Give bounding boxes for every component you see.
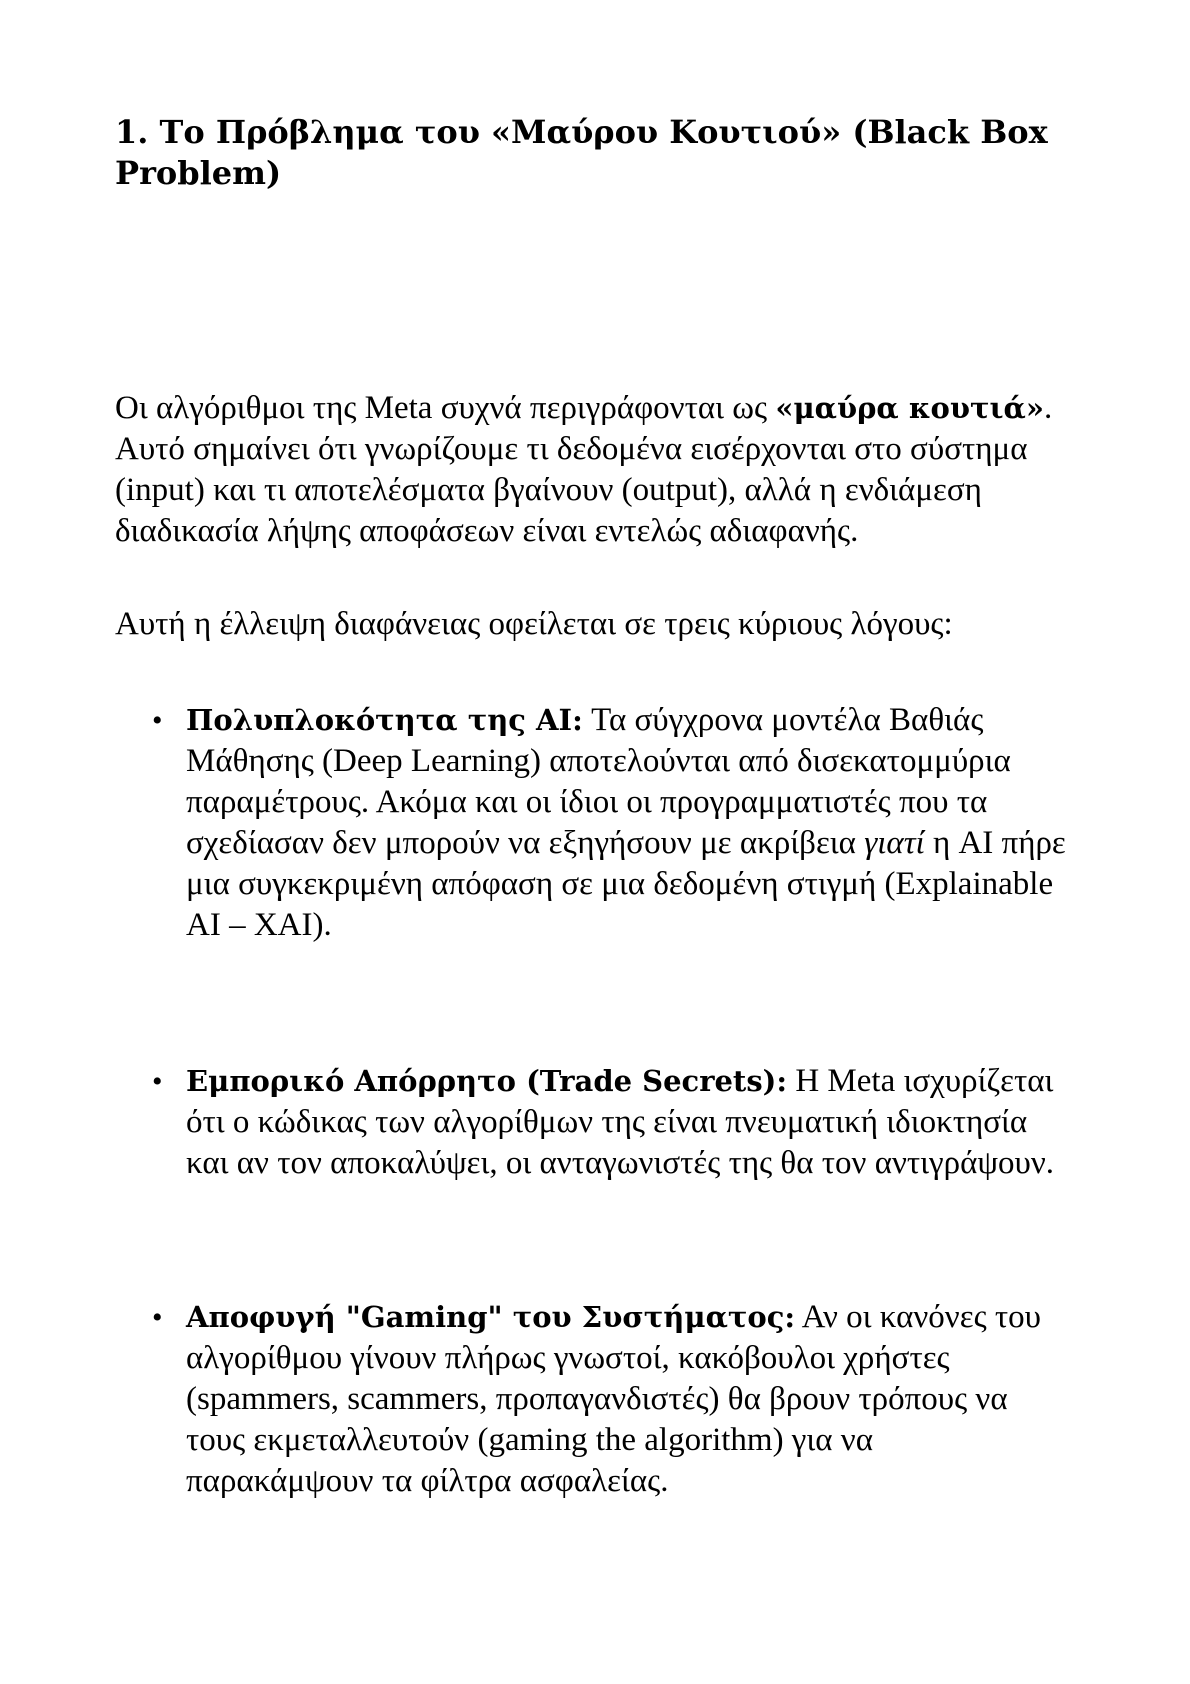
list-item-italic-word: γιατί [864,825,925,861]
list-item-text: Αν οι κανόνες του αλγορίθμου γίνουν πλήρως γνωστοί, κακόβουλοι χρήστες (spammers, scammers, προπαγανδιστές) θα βρουν τρόπους να τους εκμεταλλευτούν (gaming the algorithm) για να παρακάμψουν τα φίλτρα ασφαλείας. [186,1299,1041,1499]
list-item-gaming-system [186,1297,1066,1502]
intro-paragraph [115,388,1075,552]
list-item-text: Η Meta ισχυρίζεται ότι ο κώδικας των αλγορίθμων της είναι πνευματική ιδιοκτησία και αν τον αποκαλύψει, οι ανταγωνιστές της θα τον αντιγράψουν. [186,1063,1055,1181]
list-item-text-end: η AI πήρε μια συγκεκριμένη απόφαση σε μια δεδομένη στιγμή (Explainable AI – XAI). [186,825,1066,943]
intro-bold-term: «μαύρα κουτιά» [775,391,1045,425]
list-item-ai-complexity [186,700,1066,946]
list-item-title: Αποφυγή "Gaming" του Συστήματος: [186,1300,796,1334]
list-item-text: Τα σύγχρονα μοντέλα Βαθιάς Μάθησης (Deep Learning) αποτελούνται από δισεκατομμύρια παραμέτρους. Ακόμα και οι ίδιοι οι προγραμματιστές που τα σχεδίασαν δεν μπορούν να εξηγήσουν με ακρίβεια [186,702,1011,861]
intro-text-start: Οι αλγόριθμοι της Meta συχνά περιγράφονται ως [115,390,776,426]
reasons-lead-paragraph: Αυτή η έλλειψη διαφάνειας οφείλεται σε τρεις κύριους λόγους: [115,606,953,642]
list-item-title: Εμπορικό Απόρρητο (Trade Secrets): [186,1064,788,1098]
section-heading: 1. Το Πρόβλημα του «Μαύρου Κουτιού» (Black Box Problem) [115,113,1048,192]
intro-text-end: . Αυτό σημαίνει ότι γνωρίζουμε τι δεδομένα εισέρχονται στο σύστημα (input) και τι αποτελέσματα βγαίνουν (output), αλλά η ενδιάμεση διαδικασία λήψης αποφάσεων είναι εντελώς αδιαφανής. [115,390,1053,549]
list-item-title: Πολυπλοκότητα της AI: [186,703,583,737]
list-item-trade-secrets [186,1061,1066,1184]
